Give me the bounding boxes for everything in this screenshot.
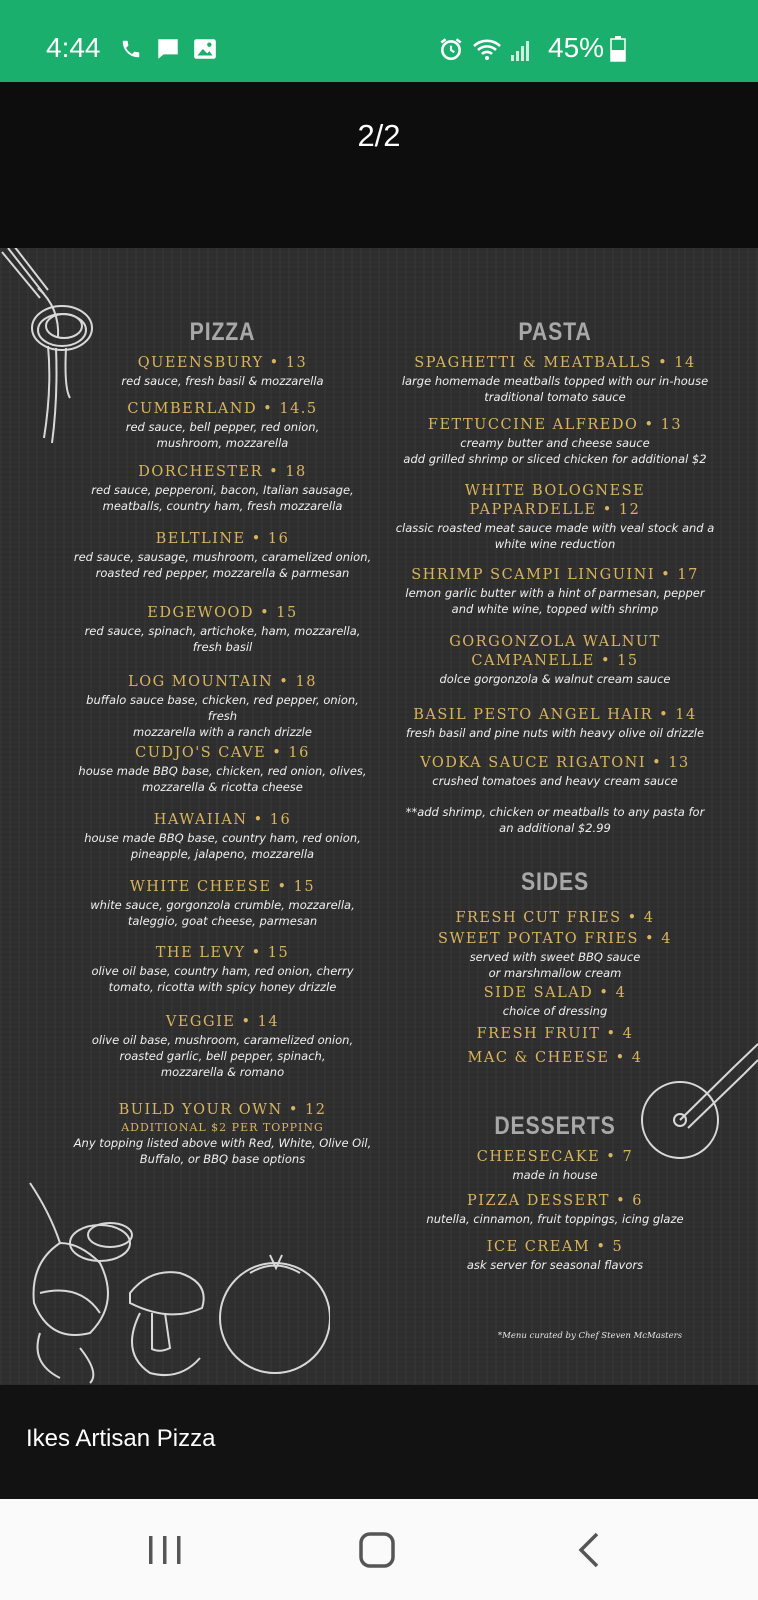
- pasta-title: PASTA: [518, 318, 592, 346]
- pizza-item-hawaiian: HAWAIIAN • 16 house made BBQ base, country ham, red onion, pineapple, jalapeno, mozzarella: [84, 812, 361, 861]
- status-bar: [0, 0, 758, 82]
- pasta-item-spaghetti-meatballs: SPAGHETTI & MEATBALLS • 14 large homemade meatballs topped with our in-house traditional tomato sauce: [401, 355, 709, 404]
- pasta-note: **add shrimp, chicken or meatballs to any pasta for an additional $2.99: [405, 805, 705, 835]
- pizza-item-the-levy: THE LEVY • 15 olive oil base, country ham, red onion, cherry tomato, ricotta with spicy honey drizzle: [91, 945, 354, 994]
- pizza-item-queensbury: QUEENSBURY • 13 red sauce, fresh basil & mozzarella: [121, 355, 324, 388]
- home-icon[interactable]: [352, 1530, 402, 1570]
- page-counter: 2/2: [357, 118, 401, 153]
- sides-item-side-salad: SIDE SALAD • 4 choice of dressing: [483, 985, 627, 1018]
- desserts-item-pizza-dessert: PIZZA DESSERT • 6 nutella, cinnamon, fruit toppings, icing glaze: [426, 1193, 684, 1226]
- image-caption: Ikes Artisan Pizza: [26, 1425, 216, 1452]
- pizza-item-white-cheese: WHITE CHEESE • 15 white sauce, gorgonzola crumble, mozzarella, taleggio, goat cheese, parmesan: [90, 879, 355, 928]
- pizza-item-dorchester: DORCHESTER • 18 red sauce, pepperoni, bacon, Italian sausage, meatballs, country ham, fresh mozzarella: [91, 464, 354, 513]
- desserts-item-cheesecake: CHEESECAKE • 7 made in house: [476, 1149, 634, 1182]
- viewer-top-bar: [0, 82, 758, 248]
- pasta-item-vodka-rigatoni: VODKA SAUCE RIGATONI • 13 crushed tomatoes and heavy cream sauce: [420, 755, 690, 788]
- signal-icon: [510, 40, 532, 62]
- chef-credit: *Menu curated by Chef Steven McMasters: [497, 1331, 683, 1341]
- recent-apps-icon[interactable]: [140, 1530, 190, 1570]
- pizza-item-cudjos-cave: CUDJO'S CAVE • 16 house made BBQ base, chicken, red onion, olives, mozzarella & ricotta cheese: [78, 745, 367, 794]
- message-icon: [155, 36, 181, 62]
- alarm-icon: [438, 36, 464, 62]
- desserts-item-ice-cream: ICE CREAM • 5 ask server for seasonal flavors: [466, 1239, 644, 1272]
- status-time: 4:44: [46, 32, 101, 63]
- battery-percent: 45%: [548, 32, 605, 63]
- sides-item-fresh-fruit: FRESH FRUIT • 4: [476, 1026, 634, 1042]
- pasta-item-white-bolognese: WHITE BOLOGNESE PAPPARDELLE • 12 classic roasted meat sauce made with veal stock and a white wine reduction: [395, 483, 715, 551]
- sides-title: SIDES: [520, 868, 590, 896]
- wifi-icon: [472, 36, 502, 62]
- pizza-item-edgewood: EDGEWOOD • 15 red sauce, spinach, artichoke, ham, mozzarella, fresh basil: [84, 605, 361, 654]
- pasta-sides-desserts-column: [395, 248, 715, 1385]
- menu-image[interactable]: [0, 248, 758, 1385]
- pizza-title: PIZZA: [189, 318, 256, 346]
- battery-icon: [610, 36, 626, 62]
- pasta-item-basil-pesto: BASIL PESTO ANGEL HAIR • 14 fresh basil and pine nuts with heavy olive oil drizzle: [405, 707, 705, 740]
- pasta-item-shrimp-scampi: SHRIMP SCAMPI LINGUINI • 17 lemon garlic butter with a hint of parmesan, pepper and white wine, topped with shrimp: [405, 567, 705, 616]
- image-icon: [192, 36, 218, 62]
- pasta-item-gorgonzola-walnut: GORGONZOLA WALNUT CAMPANELLE • 15 dolce gorgonzola & walnut cream sauce: [439, 634, 671, 686]
- pizza-item-beltline: BELTLINE • 16 red sauce, sausage, mushroom, caramelized onion, roasted red pepper, mozzarella & parmesan: [73, 531, 372, 580]
- sides-item-mac-cheese: MAC & CHEESE • 4: [467, 1050, 643, 1066]
- pasta-item-fettuccine-alfredo: FETTUCCINE ALFREDO • 13 creamy butter and cheese sauce add grilled shrimp or sliced chicken for additional $2: [403, 417, 707, 466]
- pizza-item-log-mountain: LOG MOUNTAIN • 18 buffalo sauce base, chicken, red pepper, onion, fresh mozzarella with a ranch drizzle: [86, 674, 359, 739]
- pizza-section: [70, 248, 375, 1385]
- phone-icon: [120, 38, 142, 60]
- sides-item-sweet-potato-fries: SWEET POTATO FRIES • 4 served with sweet BBQ sauce or marshmallow cream: [438, 931, 672, 980]
- pizza-item-veggie: VEGGIE • 14 olive oil base, mushroom, caramelized onion, roasted garlic, bell pepper, spinach, mozzarella & romano: [91, 1014, 354, 1079]
- pizza-item-cumberland: CUMBERLAND • 14.5 red sauce, bell pepper, red onion, mushroom, mozzarella: [125, 401, 320, 450]
- desserts-title: DESSERTS: [494, 1112, 616, 1140]
- back-icon[interactable]: [565, 1530, 615, 1570]
- pizza-item-build-your-own: BUILD YOUR OWN • 12 ADDITIONAL $2 PER TOPPING Any topping listed above with Red, White, Olive Oil, Buffalo, or BBQ base options: [73, 1102, 372, 1166]
- sides-item-fresh-cut-fries: FRESH CUT FRIES • 4: [455, 910, 655, 926]
